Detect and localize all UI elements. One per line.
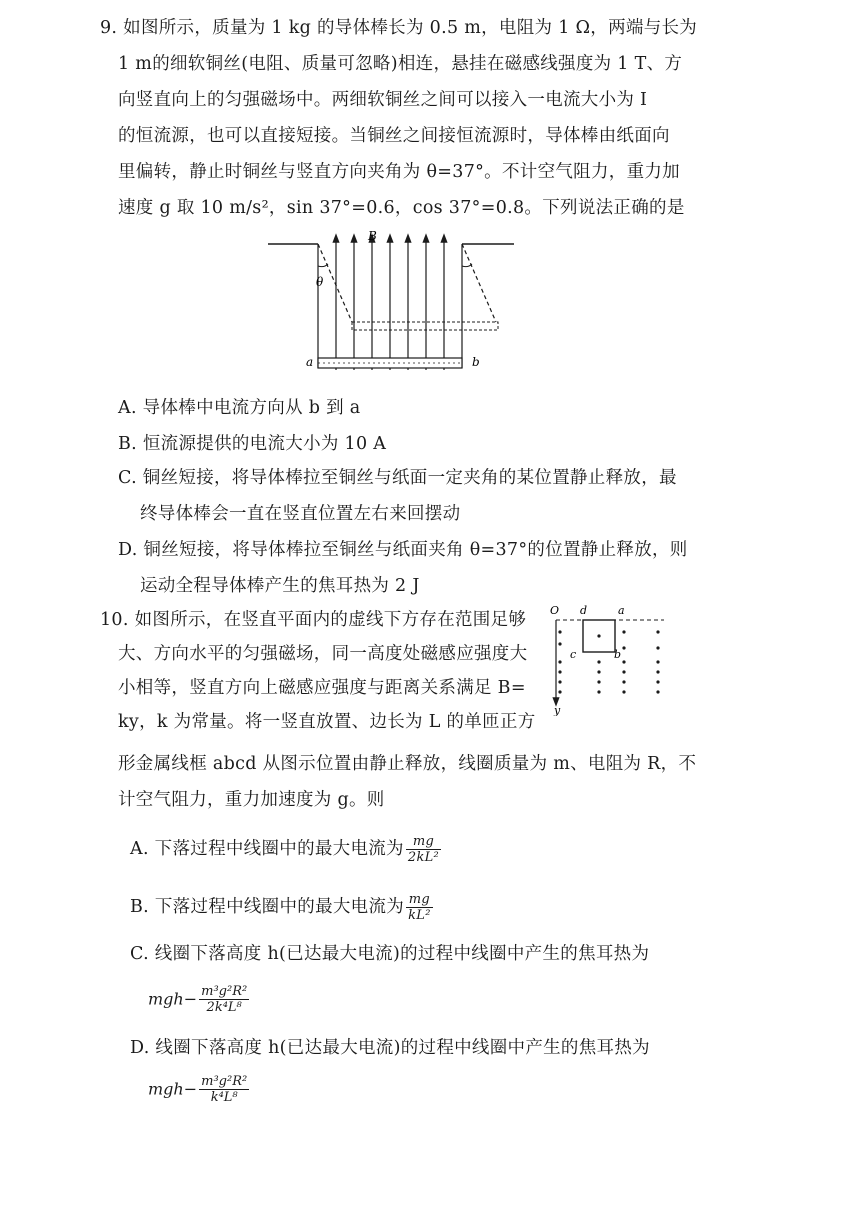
origin-label: O	[550, 604, 560, 617]
q10-option-d-fraction	[199, 1074, 249, 1105]
end-label-a: a	[306, 355, 314, 369]
q10-option-a-text: A. 下落过程中线圈中的最大电流为	[130, 839, 404, 859]
corner-label-d: d	[580, 604, 588, 617]
y-axis-label: y	[554, 704, 561, 716]
q9-option-c-line-1: C. 铜丝短接，将导体棒拉至铜丝与纸面一定夹角的某位置静止释放，最	[118, 468, 677, 488]
fraction-denominator: kL²	[408, 908, 431, 923]
q10-line-5: 形金属线框 abcd 从图示位置由静止释放，线圈质量为 m、电阻为 R，不	[118, 754, 697, 774]
corner-label-c: c	[570, 648, 577, 661]
fraction-numerator: mg	[406, 834, 441, 850]
fraction-denominator: 2k⁴L⁸	[206, 1000, 242, 1015]
q10-option-c-fraction	[199, 984, 249, 1015]
q10-option-b-fraction	[406, 892, 433, 923]
q10-line-3: 小相等，竖直方向上磁感应强度与距离关系满足 B=	[118, 678, 526, 698]
q9-line-5: 里偏转，静止时铜丝与竖直方向夹角为 θ=37°。不计空气阻力，重力加	[118, 162, 680, 182]
q10-option-a	[130, 834, 441, 865]
q10-figure	[540, 602, 670, 716]
q10-option-b-text: B. 下落过程中线圈中的最大电流为	[130, 897, 405, 917]
q9-option-b: B. 恒流源提供的电流大小为 10 A	[118, 434, 387, 454]
theta-label: θ	[316, 275, 324, 289]
q10-option-b	[130, 892, 433, 923]
end-label-b: b	[472, 355, 480, 369]
fraction-numerator: m³g²R²	[201, 1074, 248, 1089]
q9-option-d-line-2: 运动全程导体棒产生的焦耳热为 2 J	[140, 576, 420, 596]
q9-line-3: 向竖直向上的匀强磁场中。两细软铜丝之间可以接入一电流大小为 I	[118, 90, 648, 110]
q10-option-a-fraction	[406, 834, 441, 865]
q10-option-c-expression	[148, 984, 249, 1015]
field-dots	[558, 630, 659, 693]
expression-prefix: mgh−	[148, 1079, 198, 1099]
fraction-denominator: k⁴L⁸	[210, 1090, 238, 1105]
q9-figure	[262, 228, 522, 378]
q9-line-4: 的恒流源，也可以直接短接。当铜丝之间接恒流源时，导体棒由纸面向	[118, 126, 670, 146]
corner-label-b: b	[614, 648, 622, 661]
q9-option-d-line-1: D. 铜丝短接，将导体棒拉至铜丝与纸面夹角 θ=37°的位置静止释放，则	[118, 540, 688, 560]
wire-right-deflected	[462, 244, 496, 322]
q9-line-2: 1 m的细软铜丝(电阻、质量可忽略)相连，悬挂在磁感线强度为 1 T、方	[118, 54, 683, 74]
fraction-numerator: m³g²R²	[201, 984, 248, 999]
q10-line-1: 10. 如图所示，在竖直平面内的虚线下方存在范围足够	[100, 610, 527, 630]
q9-line-6: 速度 g 取 10 m/s²，sin 37°=0.6，cos 37°=0.8。下列说法正确的是	[118, 198, 685, 218]
expression-prefix: mgh−	[148, 989, 198, 1009]
corner-label-a: a	[618, 604, 625, 617]
q10-option-d-expression	[148, 1074, 249, 1105]
field-label-B: B	[368, 229, 377, 243]
fraction-denominator: 2kL²	[407, 850, 440, 865]
q9-option-a: A. 导体棒中电流方向从 b 到 a	[118, 398, 361, 418]
q9-line-1: 9. 如图所示，质量为 1 kg 的导体棒长为 0.5 m，电阻为 1 Ω，两端与长为	[100, 18, 698, 38]
q9-option-c-line-2: 终导体棒会一直在竖直位置左右来回摆动	[140, 504, 461, 524]
q10-line-4: ky，k 为常量。将一竖直放置、边长为 L 的单匝正方	[118, 712, 536, 732]
q10-line-6: 计空气阻力，重力加速度为 g。则	[118, 790, 385, 810]
q10-option-d-text: D. 线圈下落高度 h(已达最大电流)的过程中线圈中产生的焦耳热为	[130, 1038, 650, 1058]
deflected-bar	[352, 322, 498, 330]
fraction-numerator: mg	[406, 892, 433, 908]
q10-line-2: 大、方向水平的匀强磁场，同一高度处磁感应强度大	[118, 644, 528, 664]
q10-option-c-text: C. 线圈下落高度 h(已达最大电流)的过程中线圈中产生的焦耳热为	[130, 944, 650, 964]
